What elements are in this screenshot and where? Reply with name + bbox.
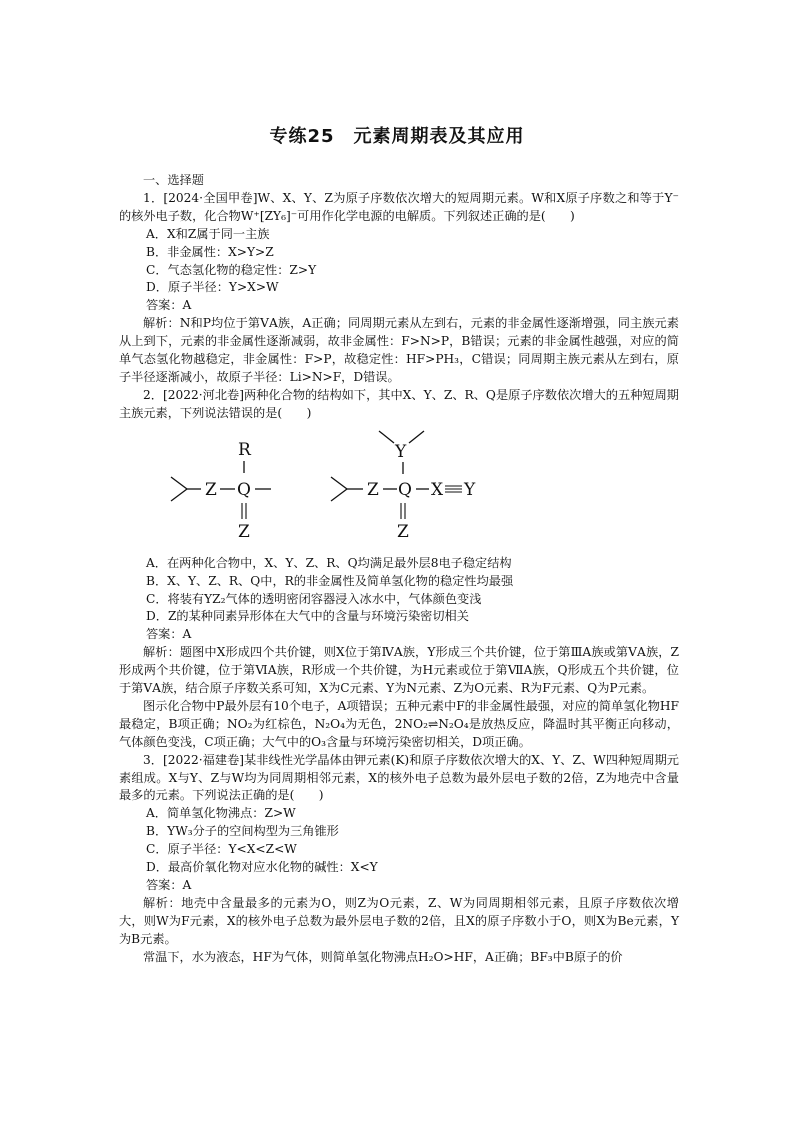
q2-analysis-1: 解析：题图中X形成四个共价键，则X位于第ⅣA族，Y形成三个共价键，位于第ⅢA族或第ⅤA族，Z形成两个共价键，位于第ⅥA族，R形成一个共价键，为H元素或位于第ⅦA族，Q形成五个共价键，位于第ⅤA族，结合原子序数关系可知，X为C元素、Y为N元素、Z为O元素、R为F元素、Q为P元素。 [119,645,679,696]
q2-answer: 答案：A [146,627,192,642]
q1-option-a: A．X和Z属于同一主族 [146,226,270,241]
atom-y-end: Y [464,479,476,500]
q1-answer: 答案：A [146,298,192,313]
right-structure [331,431,476,542]
section-heading: 一、选择题 [143,173,204,187]
q3-option-c: C．原子半径：Y<X<Z<W [146,842,297,857]
document-body [119,172,679,967]
structure-figure [119,423,679,555]
atom-z-bottom-left: Z [238,521,250,542]
q3-option-b: B．YW₃分子的空间构型为三角锥形 [146,824,339,839]
atom-q-right: Q [398,479,412,500]
q2-option-b: B．X、Y、Z、R、Q中，R的非金属性及简单氢化物的稳定性均最强 [146,573,514,588]
atom-y-top: Y [395,441,407,462]
q2-analysis-2: 图示化合物中P最外层有10个电子，A项错误；五种元素中F的非金属性最强，对应的简单氢化物HF最稳定，B项正确；NO₂为红棕色，N₂O₄为无色，2NO₂⇌N₂O₄是放热反应，降温时其平衡正向移动，气体颜色变浅，C项正确；大气中的O₃含量与环境污染密切相关，D项正确。 [119,698,679,749]
q3-analysis-2: 常温下，水为液态，HF为气体，则简单氢化物沸点H₂O>HF，A正确；BF₃中B原子的价 [143,949,623,964]
atom-z-right: Z [367,479,379,500]
q1-option-d: D．原子半径：Y>X>W [146,280,279,295]
q2-option-a: A．在两种化合物中，X、Y、Z、R、Q均满足最外层8电子稳定结构 [146,555,512,570]
q2-stem: 2．[2022·河北卷]两种化合物的结构如下，其中X、Y、Z、R、Q是原子序数依次增大的五种短周期主族元素，下列说法错误的是( ) [119,387,679,420]
q3-option-d: D．最高价氧化物对应水化物的碱性：X<Y [146,860,378,875]
q3-option-a: A．简单氢化物沸点：Z>W [146,806,296,821]
structure-diagram [119,423,679,555]
page-title: 专练25 元素周期表及其应用 [269,126,525,147]
q3-answer: 答案：A [146,878,192,892]
atom-x: X [431,479,444,500]
q1-option-c: C．气态氢化物的稳定性：Z>Y [146,262,317,277]
left-structure [171,440,271,542]
q2-option-c: C．将装有YZ₂气体的透明密闭容器浸入冰水中，气体颜色变浅 [146,591,482,606]
q1-analysis: 解析：N和P均位于第ⅤA族，A正确；同周期元素从左到右，元素的非金属性逐渐增强，同主族元素从上到下，元素的非金属性逐渐减弱，故非金属性：F>N>P，B错误；元素的非金属性越强，对应的简单气态氢化物越稳定，非金属性：F>P，故稳定性：HF>PH₃，C错误；同周期主族元素从左到右，原子半径逐渐减小，故原子半径：Li>N>F，D错误。 [119,316,679,384]
q3-analysis-1: 解析：地壳中含量最多的元素为O，则Z为O元素，Z、W为同周期相邻元素，且原子序数依次增大，则W为F元素，X的核外电子总数为最外层电子数的2倍，且X的原子序数小于O，则X为Be元素，Y为B元素。 [119,895,679,946]
atom-q-left: Q [237,479,251,500]
q2-option-d: D．Z的某种同素异形体在大气中的含量与环境污染密切相关 [146,609,469,624]
q3-stem: 3．[2022·福建卷]某非线性光学晶体由钾元素(K)和原子序数依次增大的X、Y、Z、W四种短周期元素组成。X与Y、Z与W均为同周期相邻元素，X的核外电子总数为最外层电子数的2倍，Z为地壳中含量最多的元素。下列说法正确的是( ) [119,752,679,803]
atom-r: R [238,439,251,460]
q1-option-b: B．非金属性：X>Y>Z [146,244,274,259]
q1-stem: 1．[2024·全国甲卷]W、X、Y、Z为原子序数依次增大的短周期元素。W和X原子序数之和等于Y⁻的核外电子数，化合物W⁺[ZY₆]⁻可用作化学电源的电解质。下列叙述正确的是( ) [119,190,679,223]
atom-z-bottom-right: Z [397,521,409,542]
atom-z-left: Z [205,479,217,500]
